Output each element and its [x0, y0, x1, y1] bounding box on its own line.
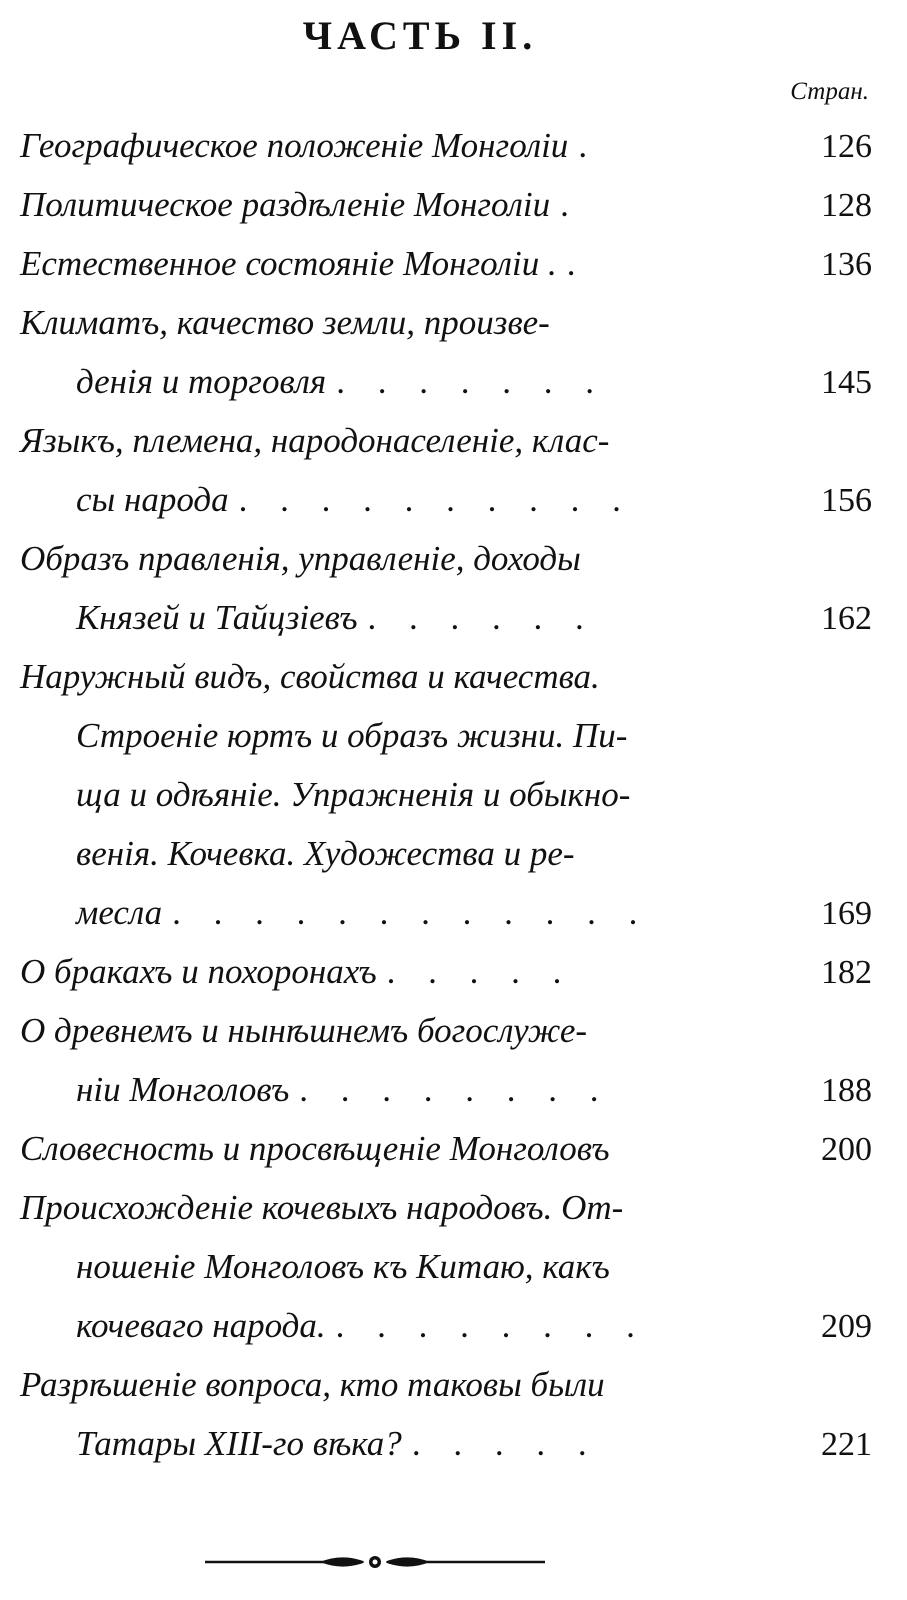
toc-entry-last-line [20, 470, 872, 529]
toc-entry-last-line [20, 942, 872, 1001]
toc-entry-text: месла [76, 893, 163, 932]
page-column-label: Стран. [790, 78, 869, 105]
toc-entry-last-line [20, 1119, 872, 1178]
toc-entry-last-line [20, 1414, 872, 1473]
toc-entry-last-line [20, 883, 872, 942]
toc-entry-text: Естественное состояніе Монголіи . [20, 244, 557, 283]
toc-entry-text: Политическое раздѣленіе Монголіи [20, 185, 551, 224]
toc-page-number: 221 [821, 1426, 872, 1463]
toc-entry [20, 647, 872, 942]
toc-entry-line: Строеніе юртъ и образъ жизни. Пи- [76, 716, 628, 755]
toc-leader-dots: . . . . . [411, 1424, 599, 1463]
toc-entry-last-line [20, 352, 872, 411]
toc-entry [20, 411, 872, 529]
toc-entry [20, 1178, 872, 1355]
toc-entry-text: О бракахъ и похоронахъ [20, 952, 377, 991]
toc-entry-line: венія. Кочевка. Художества и ре- [76, 834, 575, 873]
toc-entry-line: О древнемъ и нынѣшнемъ богослуже- [20, 1011, 588, 1050]
toc-entry-last-line [20, 1296, 872, 1355]
toc-entry-text: кочеваго народа. [76, 1306, 326, 1345]
toc-page-number: 136 [821, 246, 872, 283]
toc-page-number: 169 [821, 895, 872, 932]
toc-entry-last-line [20, 234, 872, 293]
toc-entry [20, 175, 872, 234]
toc-entry-text: Татары XIII-го вѣка? [76, 1424, 402, 1463]
toc-entry-text: ніи Монголовъ [76, 1070, 290, 1109]
toc-page-number: 188 [821, 1072, 872, 1109]
toc-page-number: 200 [821, 1131, 872, 1168]
toc-entry-line: Климатъ, качество земли, произве- [20, 303, 550, 342]
ornament-divider [200, 1548, 550, 1574]
toc-entry [20, 1355, 872, 1473]
toc-page-number: 156 [821, 482, 872, 519]
toc-leader-dots: . [566, 244, 588, 283]
toc-leader-dots: . [560, 185, 581, 224]
toc-entry [20, 1119, 872, 1178]
toc-entry-line: Происхожденіе кочевыхъ народовъ. От- [20, 1188, 624, 1227]
toc-entry-line: Языкъ, племена, народонаселеніе, клас- [20, 421, 610, 460]
toc-leader-dots: . . . . . . [367, 598, 596, 637]
toc-page-number: 182 [821, 954, 872, 991]
toc-entry-line: Образъ правленія, управленіе, доходы [20, 539, 581, 578]
toc-entry [20, 116, 872, 175]
toc-entry [20, 293, 872, 411]
toc-entry-line: Наружный видъ, свойства и качества. [20, 657, 600, 696]
toc-page-number: 209 [821, 1308, 872, 1345]
toc-leader-dots: . . . . . [386, 952, 574, 991]
toc-entry-text: Князей и Тайцзіевъ [76, 598, 358, 637]
toc-entry-line: Разрѣшеніе вопроса, кто таковы были [20, 1365, 605, 1404]
section-heading: ЧАСТЬ II. [302, 13, 538, 58]
toc-leader-dots: . . . . . . . . . . [238, 480, 633, 519]
toc-page-number: 162 [821, 600, 872, 637]
toc-page-number: 128 [821, 187, 872, 224]
toc-page-number: 126 [821, 128, 872, 165]
toc-entry-last-line [20, 175, 872, 234]
toc-entry-line: ща и одѣяніе. Упражненія и обыкно- [76, 775, 631, 814]
toc-leader-dots: . . . . . . . . . . . . [172, 893, 650, 932]
toc-entry-last-line [20, 1060, 872, 1119]
toc-entry-text: денія и торговля [76, 362, 327, 401]
toc-entry-line: ношеніе Монголовъ къ Китаю, какъ [76, 1247, 610, 1286]
toc-entry-last-line [20, 116, 872, 175]
toc-entry-text: Географическое положеніе Монголіи [20, 126, 569, 165]
toc-entry [20, 942, 872, 1001]
toc-entry [20, 529, 872, 647]
toc-leader-dots: . . . . . . . [336, 362, 606, 401]
toc-leader-dots: . . . . . . . . [335, 1306, 647, 1345]
toc-page-number: 145 [821, 364, 872, 401]
table-of-contents [20, 116, 872, 1473]
toc-entry [20, 234, 872, 293]
toc-entry [20, 1001, 872, 1119]
toc-entry-last-line [20, 588, 872, 647]
toc-leader-dots: . [578, 126, 600, 165]
toc-entry-text: сы народа [76, 480, 229, 519]
toc-entry-text: Словесность и просвѣщеніе Монголовъ [20, 1129, 610, 1168]
toc-leader-dots: . . . . . . . . [299, 1070, 611, 1109]
